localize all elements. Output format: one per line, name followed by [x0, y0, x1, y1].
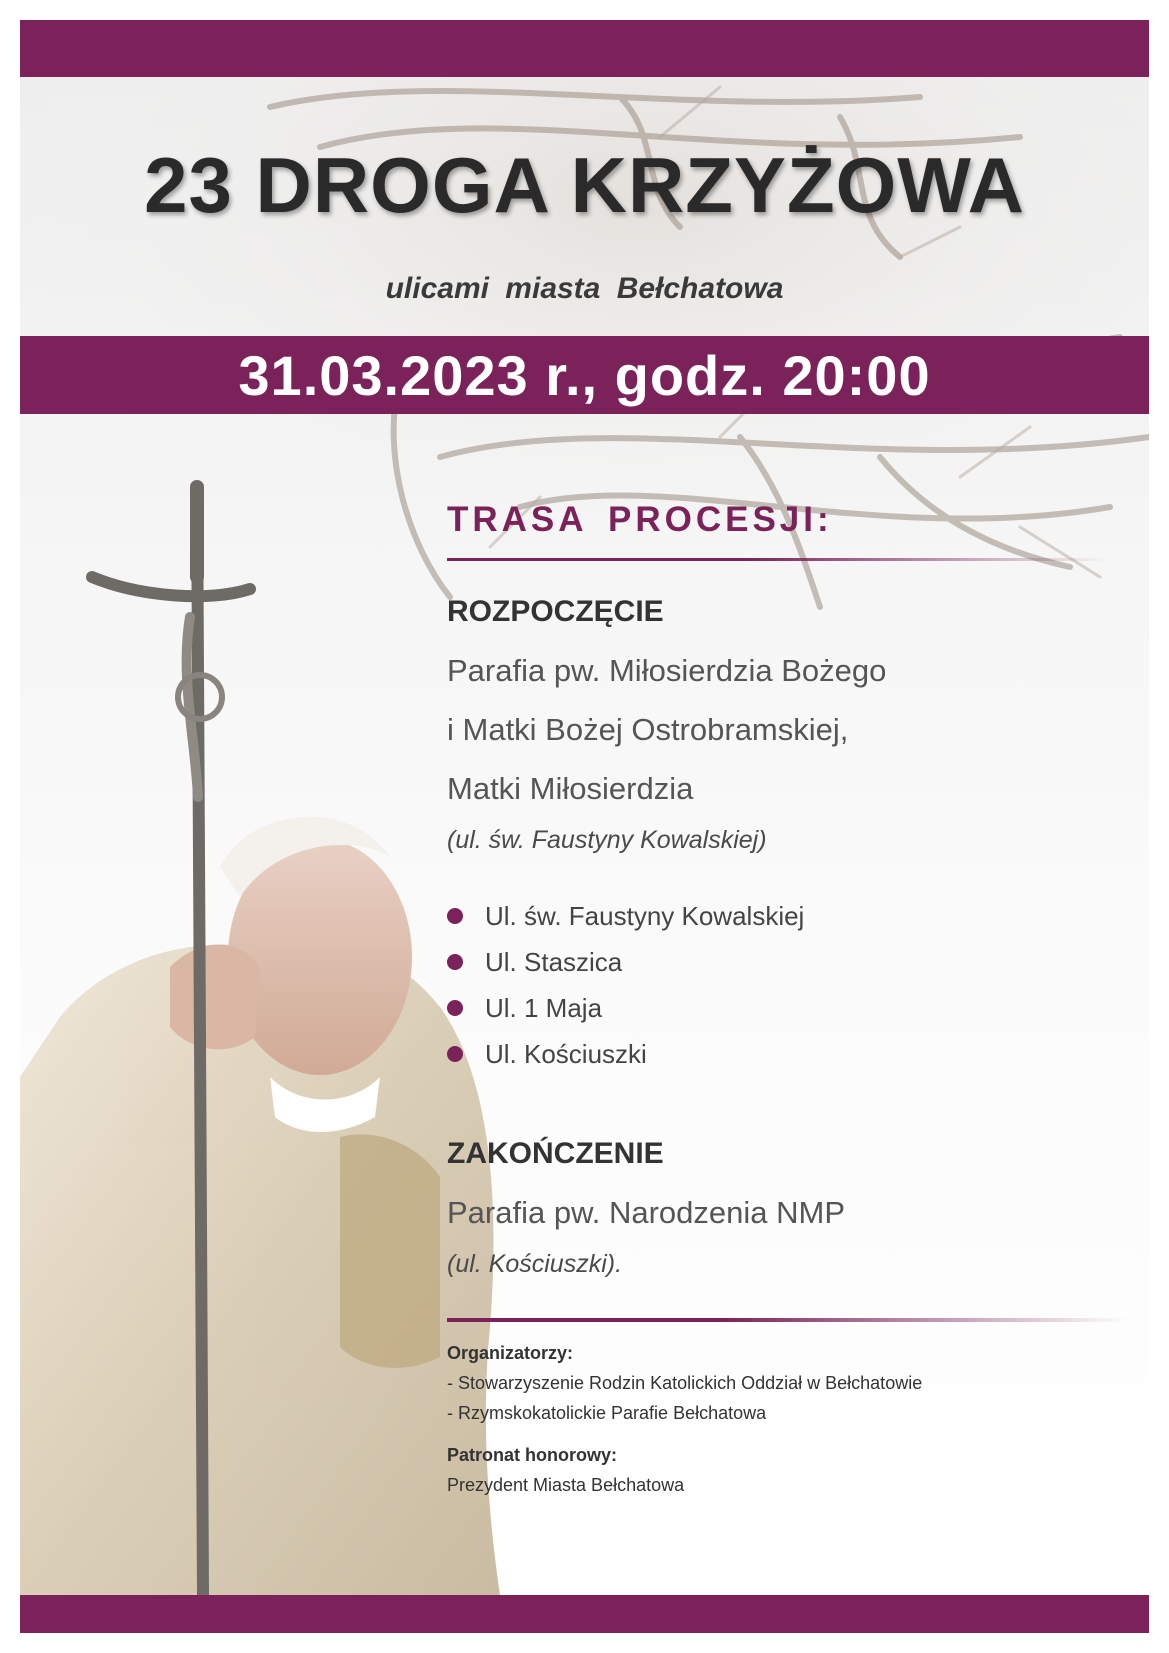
end-street: (ul. Kościuszki). [447, 1250, 623, 1278]
bullet-icon [447, 908, 463, 924]
pope-figure [20, 817, 500, 1595]
bullet-icon [447, 954, 463, 970]
event-date: 31.03.2023 r., godz. 20:00 [238, 343, 931, 407]
list-item: Ul. Kościuszki [447, 1031, 1127, 1077]
route-divider [447, 558, 1107, 561]
bullet-icon [447, 1000, 463, 1016]
top-band [20, 20, 1149, 77]
poster [20, 20, 1149, 1633]
start-label: ROZPOCZĘCIE [447, 595, 664, 628]
date-band [20, 336, 1149, 414]
list-item: Ul. Staszica [447, 939, 1127, 985]
end-place: Parafia pw. Narodzenia NMP [447, 1195, 846, 1230]
poster-title: 23 DROGA KRZYŻOWA [144, 141, 1025, 229]
bullet-icon [447, 1046, 463, 1062]
organizers-label: Organizatorzy: [447, 1343, 574, 1363]
start-place-line: Parafia pw. Miłosierdzia Bożego [447, 653, 887, 688]
organizer-item: - Stowarzyszenie Rodzin Katolickich Oddział w Bełchatowie [447, 1373, 923, 1393]
patron-name: Prezydent Miasta Bełchatowa [447, 1475, 685, 1495]
start-place-line: Matki Miłosierdzia [447, 771, 694, 806]
list-item: Ul. 1 Maja [447, 985, 1127, 1031]
route-heading: TRASA PROCESJI: [447, 500, 833, 539]
end-label: ZAKOŃCZENIE [447, 1137, 664, 1170]
start-place-line: i Matki Bożej Ostrobramskiej, [447, 712, 849, 747]
start-street: (ul. św. Faustyny Kowalskiej) [447, 826, 767, 854]
street-list [447, 893, 1127, 1077]
list-item: Ul. św. Faustyny Kowalskiej [447, 893, 1127, 939]
credits-divider [447, 1318, 1127, 1322]
patron-label: Patronat honorowy: [447, 1445, 617, 1465]
poster-subtitle: ulicami miasta Bełchatowa [385, 272, 784, 305]
credits-section [447, 1338, 1127, 1500]
organizer-item: - Rzymskokatolickie Parafie Bełchatowa [447, 1403, 767, 1423]
route-section [447, 500, 1127, 1279]
bottom-band [20, 1595, 1149, 1633]
